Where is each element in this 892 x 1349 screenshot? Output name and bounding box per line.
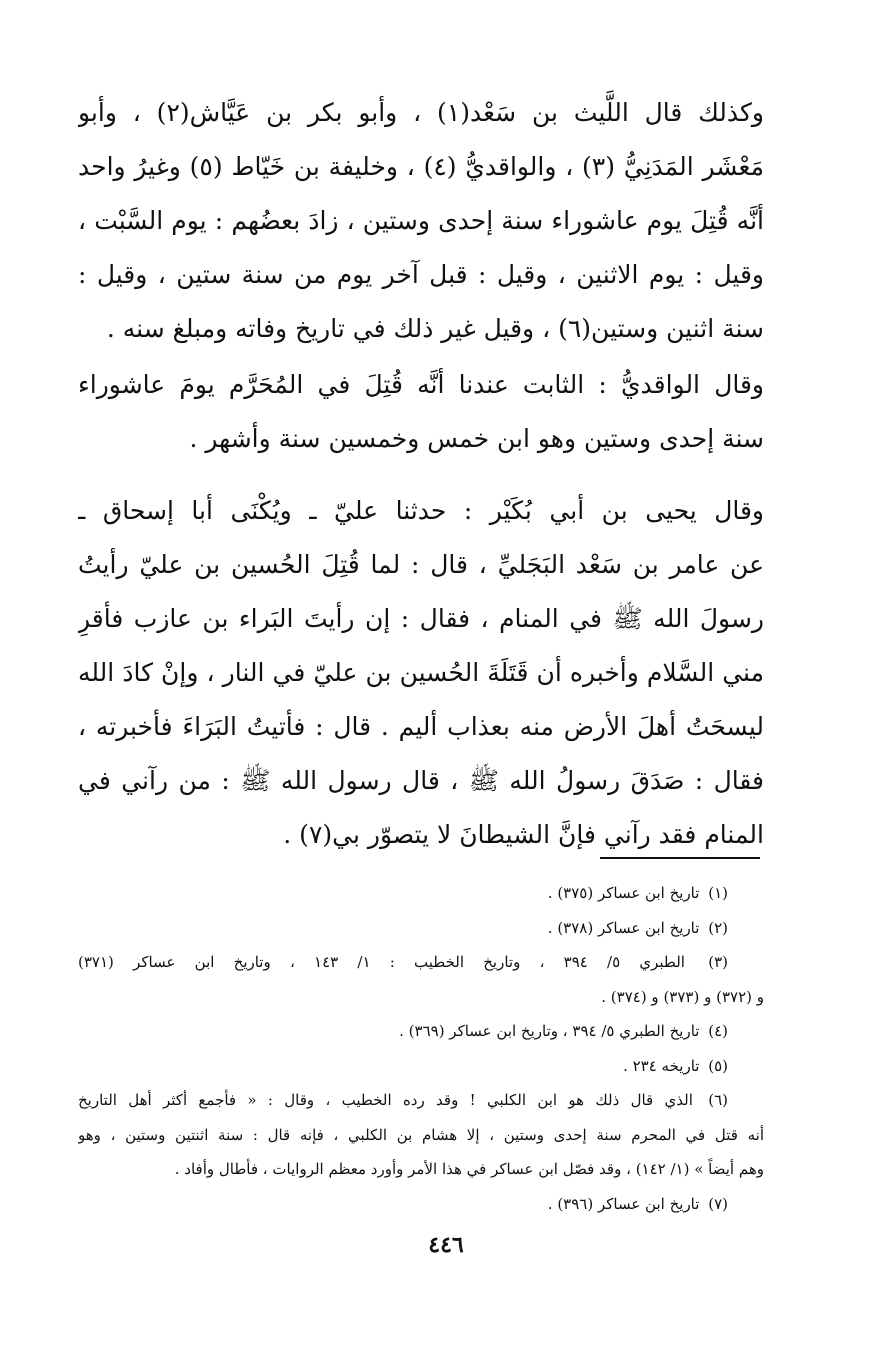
footnote-1 [78,876,764,911]
footnote-number: (٥) [708,1056,728,1075]
text-line: مَعْشَر المَدَنِيُّ (٣) ، والواقديُّ (٤) ، وخليفة بن خَيّاط (٥) وغيرُ واحد [78,152,764,181]
text-line: سنة إحدى وستين وهو ابن خمس وخمسين سنة وأشهر . [189,424,764,453]
footnote-number: (٤) [708,1022,728,1040]
text-line: فقال : صَدَقَ رسولُ الله ﷺ ، قال رسول الله ﷺ : من رآني في [78,766,764,795]
footnote-6-continuation: أنه قتل في المحرم سنة إحدى وستين ، إلا هشام بن الكلبي ، فإنه قال : سنة اثنتين وستين ، وهو [78,1125,764,1144]
footnote-5 [78,1049,764,1084]
text-line: المنام فقد رآني فإنَّ الشيطانَ لا يتصوّر بي(٧) . [283,820,764,849]
text-line: عن عامر بن سَعْد البَجَليِّ ، قال : لما قُتِلَ الحُسين بن عليّ رأيتُ [78,550,764,579]
footnote-6 [78,1083,764,1118]
footnote-text: تاريخ الطبري ٥/ ٣٩٤ ، وتاريخ ابن عساكر (٣٦٩) . [399,1022,700,1040]
footnotes [78,876,764,1221]
footnote-6-continuation: وهم أيضاً » (١/ ١٤٢) ، وقد فصّل ابن عساكر في هذا الأمر وأورد معظم الروايات ، فأطال وأفاد . [174,1160,764,1178]
text-line: سنة اثنين وستين(٦) ، وقيل غير ذلك في تاريخ وفاته ومبلغ سنه . [106,314,764,343]
text-line: أنَّه قُتِلَ يوم عاشوراء سنة إحدى وستين ، زادَ بعضُهم : يوم السَّبْت ، [78,206,764,235]
footnote-number: (٦) [708,1091,728,1109]
footnote-4 [78,1014,764,1049]
text-line: وقيل : يوم الاثنين ، وقيل : قبل آخر يوم من سنة ستين ، وقيل : [78,260,764,289]
body-paragraph-2 [78,358,764,466]
footnote-3-continuation: و (٣٧٢) و (٣٧٣) و (٣٧٤) . [601,987,764,1006]
footnote-number: (٢) [708,918,728,937]
footnote-number: (٣) [708,953,728,971]
text-line: رسولَ الله ﷺ في المنام ، فقال : إن رأيتَ البَراء بن عازب فأقرِ [78,604,764,633]
footnote-text: تاريخ ابن عساكر (٣٧٨) . [547,918,700,937]
footnote-text: الطبري ٥/ ٣٩٤ ، وتاريخ الخطيب : ١/ ١٤٣ ، وتاريخ ابن عساكر (٣٧١) [78,953,685,971]
footnote-text: تاريخه ٢٣٤ . [623,1056,700,1075]
page-number: ٤٤٦ [428,1232,464,1258]
body-paragraph-3 [78,484,764,862]
footnote-text: تاريخ ابن عساكر (٣٩٦) . [547,1194,700,1213]
footnote-text: الذي قال ذلك هو ابن الكلبي ! وقد رده الخطيب ، وقال : « فأجمع أكثر أهل التاريخ [78,1091,693,1109]
footnote-number: (١) [708,884,728,902]
footnote-2 [78,911,764,946]
footnote-divider [600,857,760,859]
text-line: مني السَّلام وأخبره أن قَتَلَةَ الحُسين بن عليّ في النار ، وإنْ كادَ الله [78,658,764,687]
text-line: وكذلك قال اللَّيث بن سَعْد(١) ، وأبو بكر بن عَيَّاش(٢) ، وأبو [78,98,764,127]
footnote-3 [78,945,764,980]
footnote-number: (٧) [708,1194,728,1213]
footnote-text: تاريخ ابن عساكر (٣٧٥) . [547,884,700,902]
footnote-7 [78,1187,764,1222]
text-line: وقال يحيى بن أبي بُكَيْر : حدثنا عليّ ـ ويُكْنَى أبا إسحاق ـ [78,496,764,525]
text-line: وقال الواقديُّ : الثابت عندنا أنَّه قُتِلَ في المُحَرَّم يومَ عاشوراء [78,370,764,399]
text-line: ليسحَتُ أهلَ الأرض منه بعذاب أليم . قال : فأتيتُ البَرَاءَ فأخبرته ، [78,712,764,741]
body-paragraph-1 [78,86,764,356]
